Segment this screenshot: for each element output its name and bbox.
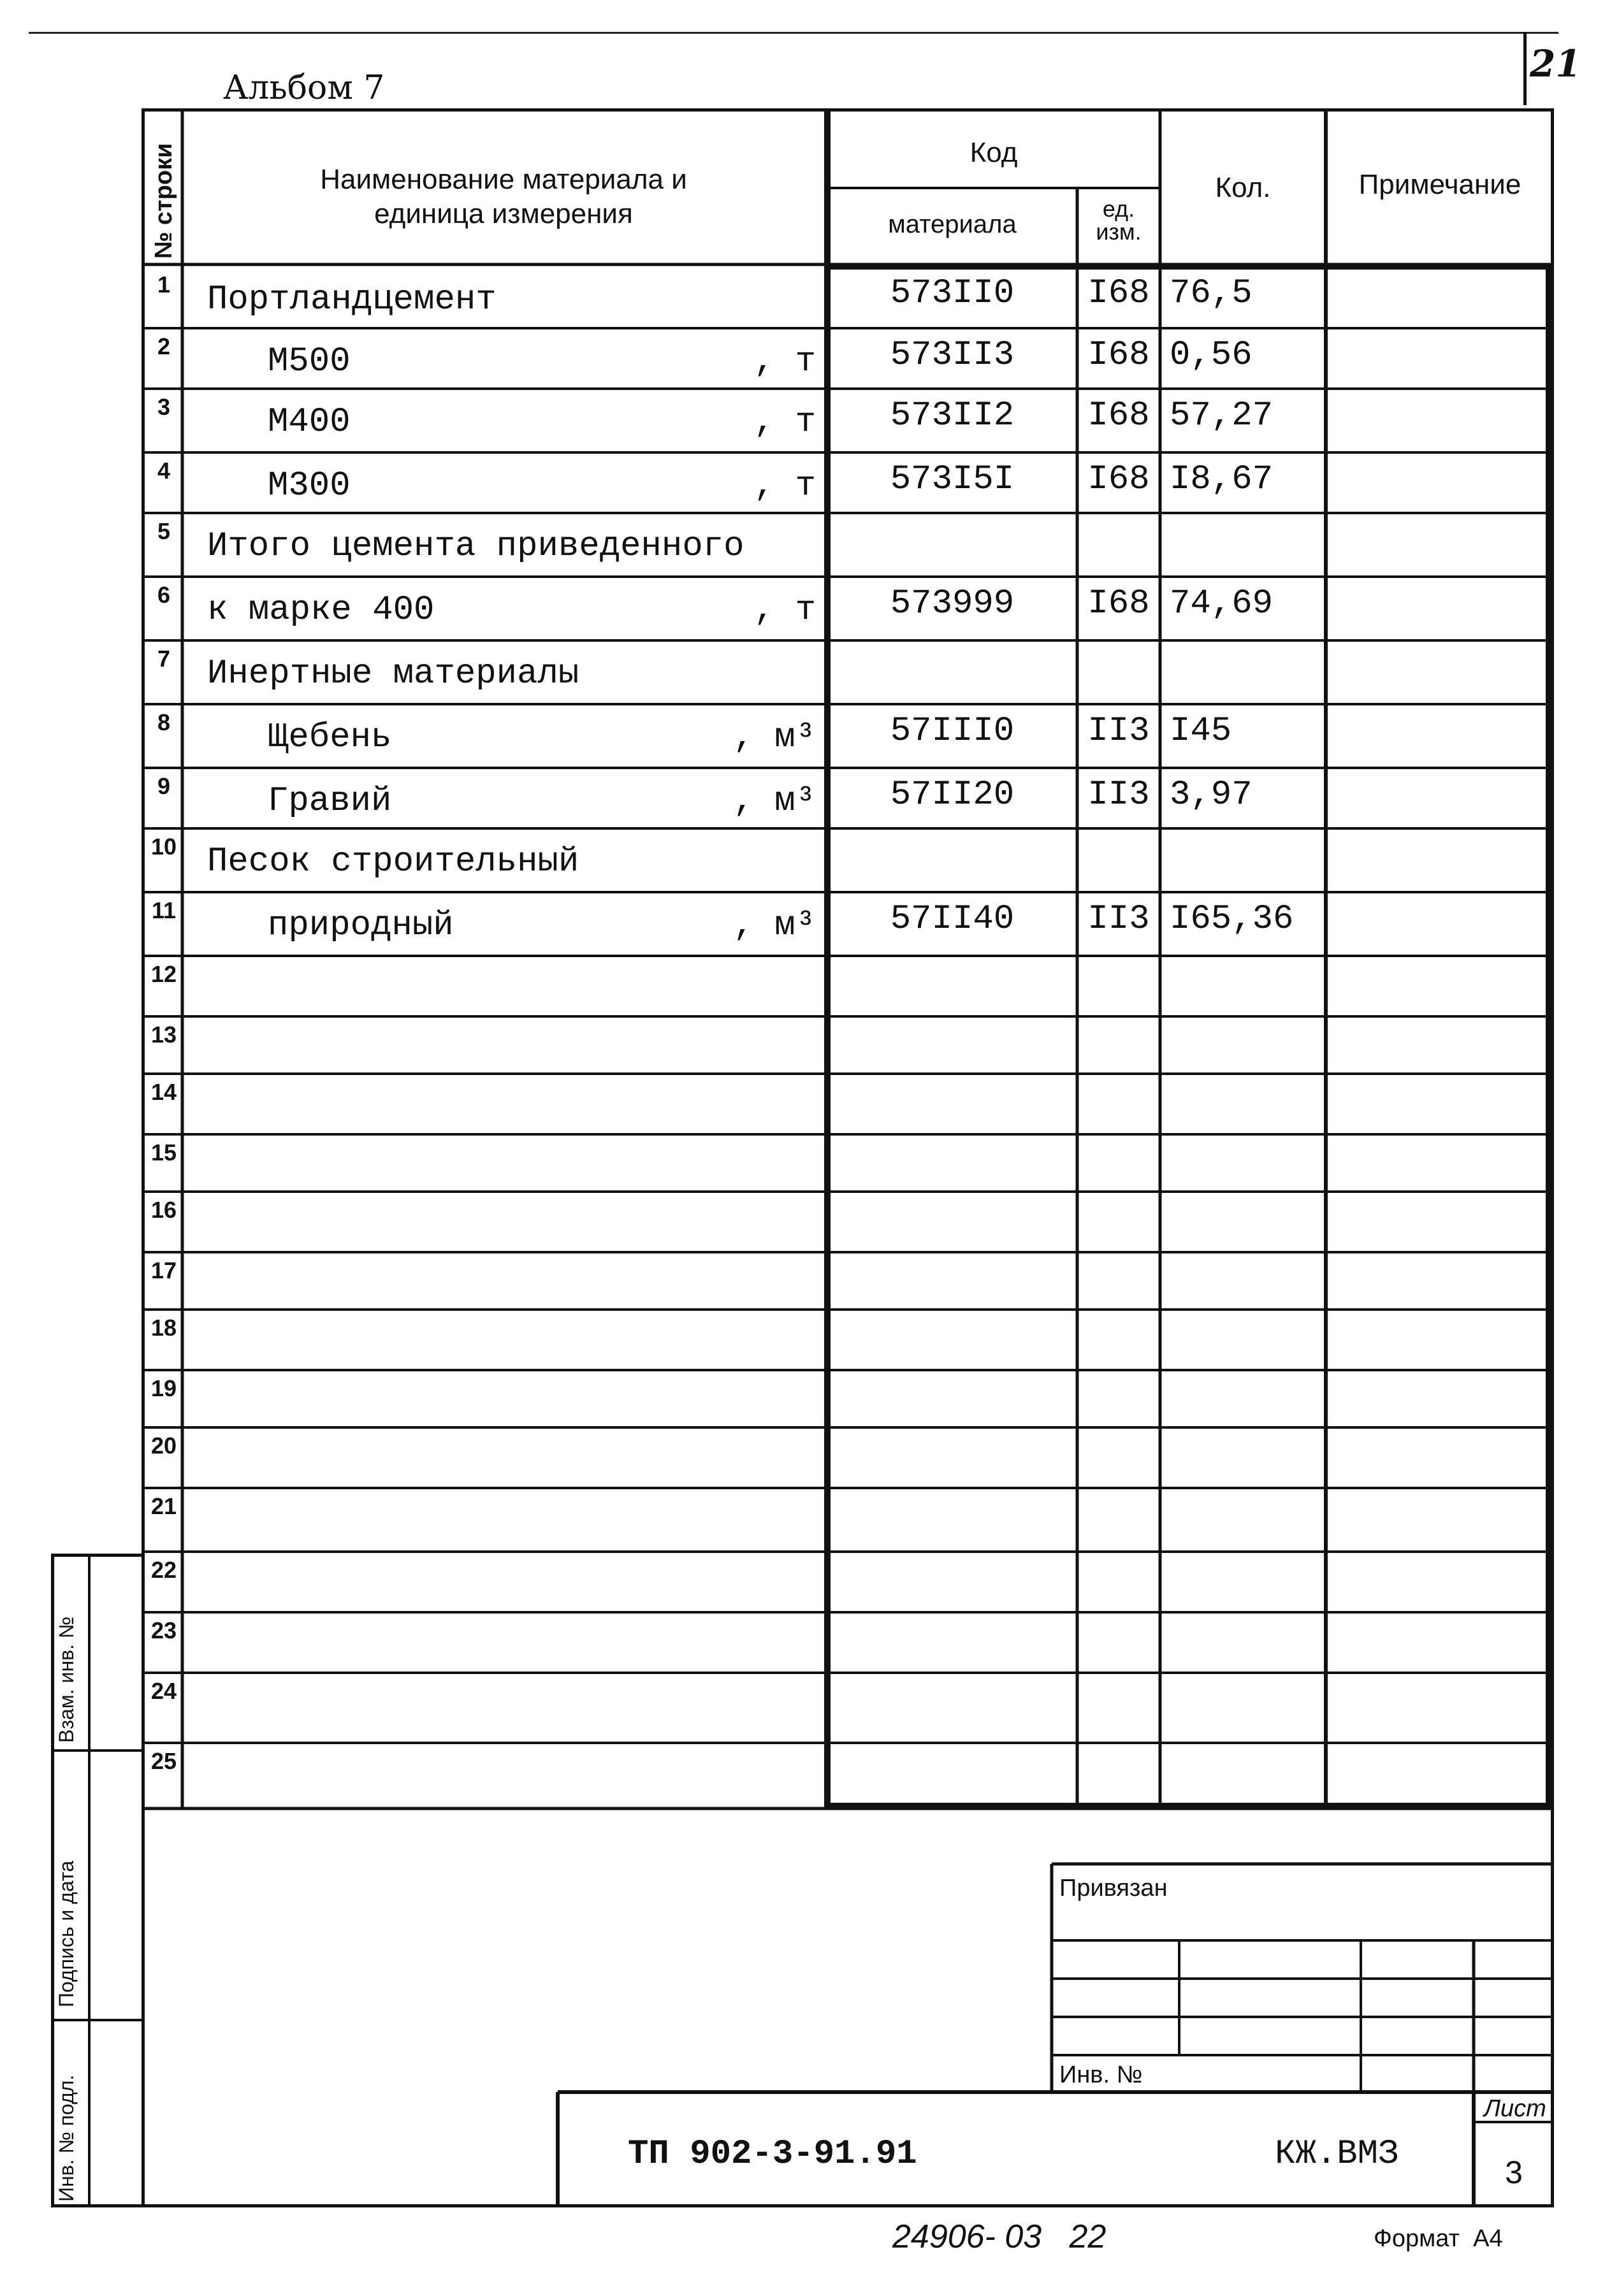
material-name: Щебень	[268, 718, 392, 757]
header-code-material: материала	[888, 210, 1017, 238]
album-label: Альбом 7	[223, 69, 385, 107]
material-code: 57III0	[890, 712, 1015, 751]
unit-code: I68	[1087, 584, 1150, 623]
sheet-label: Лист	[1484, 2095, 1546, 2122]
unit-code: I68	[1087, 460, 1150, 499]
row-number: 17	[150, 1257, 177, 1283]
quantity: 74,69	[1170, 584, 1274, 623]
row-number: 5	[157, 518, 171, 544]
unit-code: II3	[1087, 712, 1150, 751]
row-number: 9	[157, 773, 171, 799]
row-number: 7	[157, 646, 171, 672]
material-name: Портландцемент	[207, 280, 497, 319]
quantity: I8,67	[1170, 460, 1274, 499]
material-name: М400	[268, 403, 351, 442]
row-number: 2	[157, 333, 171, 359]
material-name: М300	[268, 466, 351, 505]
header-row-no: № строки	[150, 143, 177, 259]
sheet-mark: 21	[1530, 42, 1581, 85]
unit-label: , т	[753, 403, 816, 442]
material-name: М500	[268, 342, 351, 381]
row-number: 20	[150, 1433, 177, 1459]
row-number: 24	[150, 1678, 177, 1704]
row-number: 18	[150, 1315, 177, 1341]
material-code: 57II40	[890, 900, 1015, 939]
unit-label: , т	[753, 342, 816, 381]
side-label-inv-orig: Инв. № подл.	[55, 2074, 78, 2202]
material-code: 573I5I	[890, 460, 1015, 499]
unit-label: , м³	[733, 782, 816, 821]
side-label-replace-inv: Взам. инв. №	[55, 1616, 78, 1743]
material-code: 573II3	[890, 336, 1015, 375]
side-label-sign-date: Подпись и дата	[55, 1860, 78, 2007]
stamp-bound-label: Привязан	[1059, 1875, 1168, 1902]
doc-mark: КЖ.ВМЗ	[1275, 2135, 1399, 2174]
row-number: 19	[150, 1375, 177, 1401]
archive-number: 24906- 03 22	[892, 2218, 1107, 2255]
row-number: 14	[150, 1079, 177, 1105]
row-number: 3	[157, 394, 171, 420]
row-number: 16	[150, 1197, 177, 1223]
header-note: Примечание	[1358, 169, 1521, 200]
row-number: 6	[157, 582, 171, 608]
row-number: 15	[150, 1139, 177, 1166]
material-name: к марке 400	[207, 591, 435, 630]
unit-label: , т	[753, 591, 816, 630]
sheet-value: 3	[1505, 2155, 1523, 2190]
quantity: 3,97	[1170, 776, 1252, 814]
quantity: I65,36	[1170, 900, 1294, 939]
unit-code: I68	[1087, 396, 1150, 435]
unit-code: II3	[1087, 900, 1150, 939]
stamp-inv-label: Инв. №	[1059, 2061, 1143, 2088]
format-label: Формат А4	[1374, 2225, 1503, 2252]
material-code: 573II0	[890, 274, 1015, 313]
unit-label: , т	[753, 466, 816, 505]
material-code: 573999	[890, 584, 1015, 623]
material-name: Песок строительный	[207, 842, 579, 881]
row-number: 11	[151, 897, 177, 923]
quantity: I45	[1170, 712, 1232, 751]
material-name: Итого цемента приведенного	[207, 527, 744, 566]
quantity: 76,5	[1170, 274, 1252, 313]
row-number: 13	[150, 1022, 177, 1048]
unit-code: I68	[1087, 336, 1150, 375]
unit-label: , м³	[733, 906, 816, 945]
header-code: Код	[969, 137, 1018, 168]
row-number: 8	[157, 709, 171, 735]
row-number: 1	[157, 271, 171, 298]
row-number: 12	[150, 961, 177, 987]
quantity: 0,56	[1170, 336, 1252, 375]
row-number: 22	[150, 1557, 177, 1583]
header-qty: Кол.	[1215, 172, 1271, 203]
material-name: Инертные материалы	[207, 654, 579, 693]
material-name: природный	[268, 906, 454, 945]
material-code: 57II20	[890, 776, 1015, 814]
material-name: Гравий	[268, 782, 392, 821]
row-number: 4	[157, 458, 171, 484]
row-number: 23	[150, 1617, 177, 1643]
unit-code: I68	[1087, 274, 1150, 313]
row-number: 25	[150, 1748, 177, 1774]
unit-label: , м³	[733, 718, 816, 757]
material-code: 573II2	[890, 396, 1015, 435]
doc-code: ТП 902-3-91.91	[628, 2135, 917, 2174]
header-code-unit: ед. изм.	[1096, 196, 1142, 245]
header-name: Наименование материала и единица измерения	[320, 164, 687, 229]
unit-code: II3	[1087, 776, 1150, 814]
quantity: 57,27	[1170, 396, 1274, 435]
row-number: 21	[150, 1493, 177, 1519]
row-number: 10	[150, 834, 177, 860]
